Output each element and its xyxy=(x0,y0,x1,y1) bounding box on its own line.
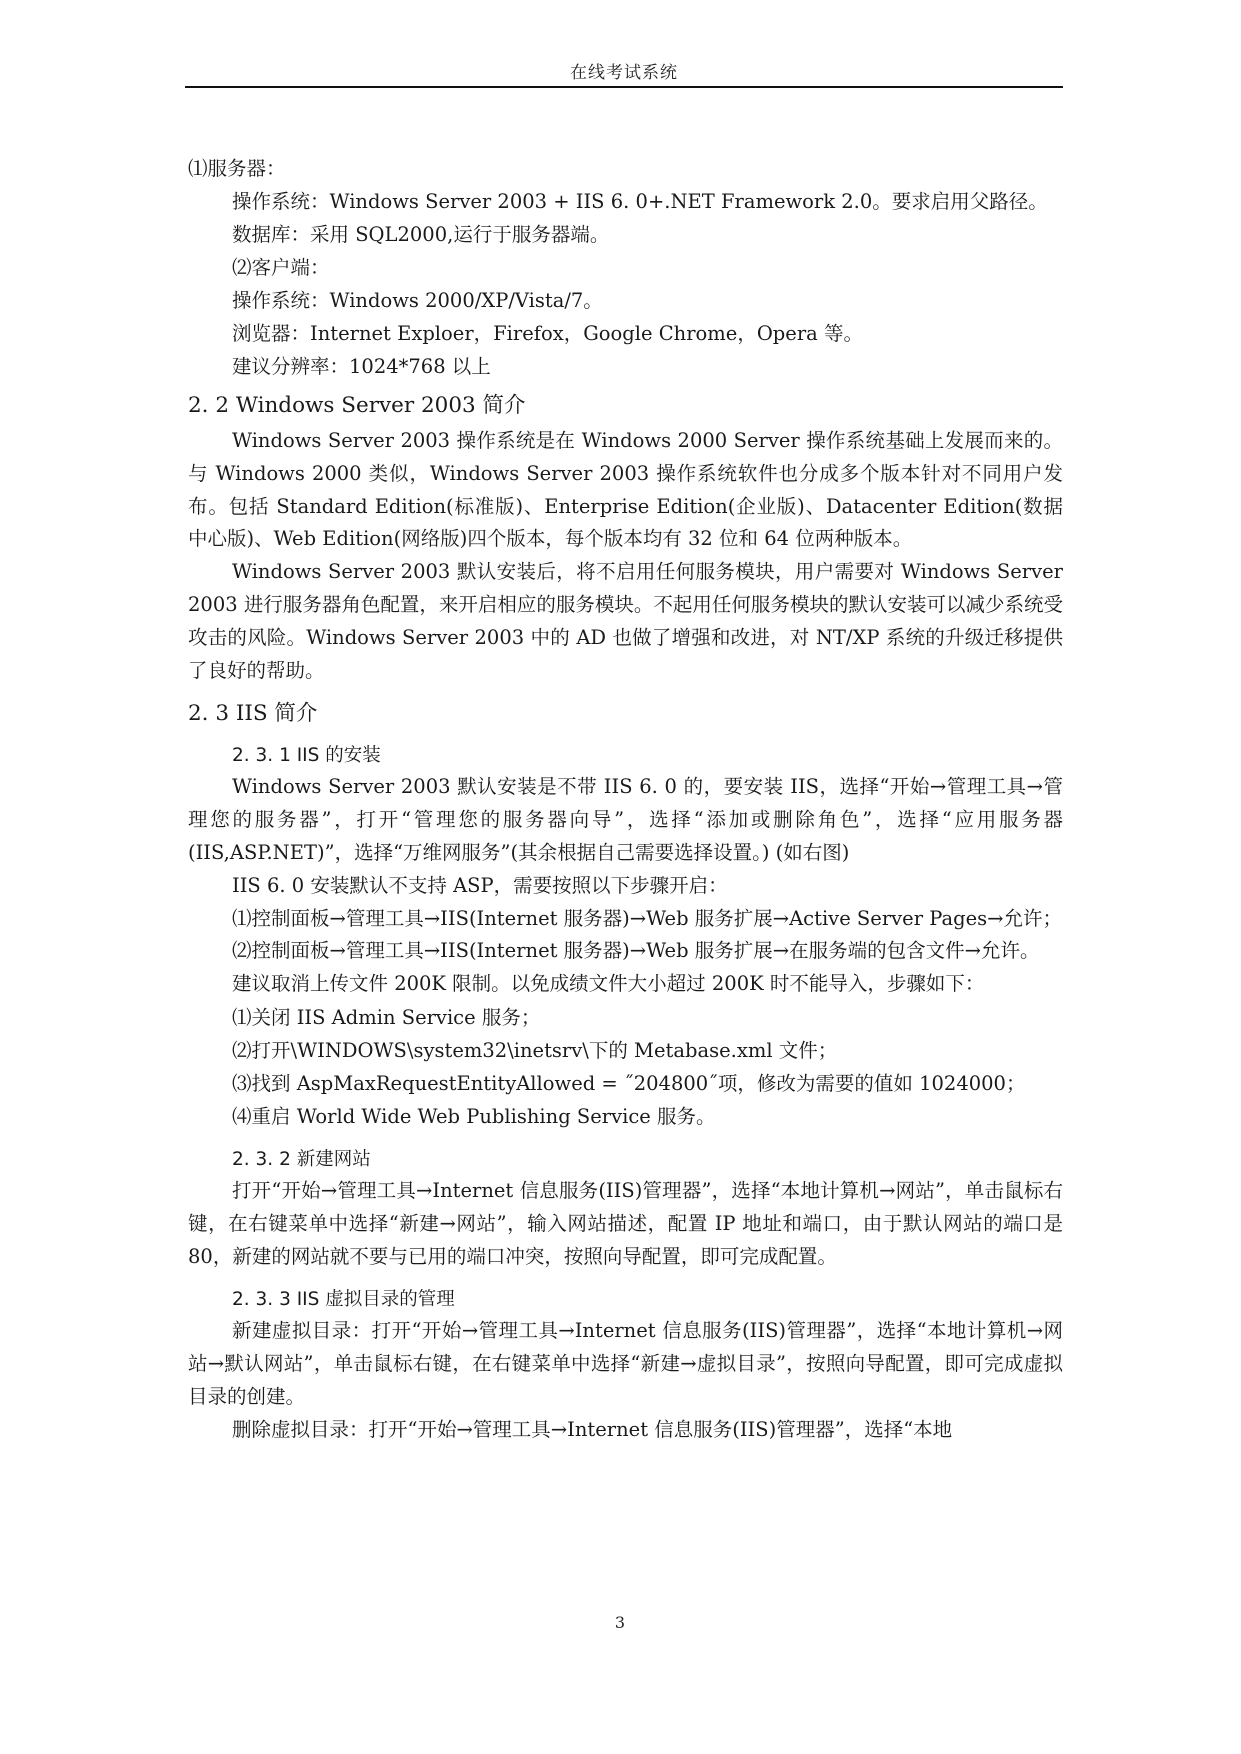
document-body xyxy=(188,152,1063,1447)
subsection-2-3-1-paragraph-3: 建议取消上传文件 200K 限制。以免成绩文件大小超过 200K 时不能导入，步骤如下： xyxy=(232,972,985,996)
client-browser: 浏览器：Internet Exploer，Firefox，Google Chrome，Opera 等。 xyxy=(232,322,863,345)
subsection-2-3-3-paragraph-2: 删除虚拟目录：打开“开始→管理工具→Internet 信息服务(IIS)管理器”，选择“本地 xyxy=(232,1417,953,1441)
upload-limit-step-3: ⑶找到 AspMaxRequestEntityAllowed = ˝204800˝项，修改为需要的值如 1024000； xyxy=(232,1071,1026,1095)
server-db: 数据库：采用 SQL2000,运行于服务器端。 xyxy=(232,223,610,246)
subsection-2-3-1-paragraph-1: Windows Server 2003 默认安装是不带 IIS 6. 0 的，要安装 IIS，选择“开始→管理工具→管理您的服务器”，打开“管理您的服务器向导”，选择“添加或删除角色”，选择“应用服务器(IIS,ASP.NET)”，选择“万维网服务”(其余根据自己需要选择设置。) (如右图) xyxy=(188,775,1063,864)
subsection-2-3-2-paragraph-1: 打开“开始→管理工具→Internet 信息服务(IIS)管理器”，选择“本地计算机→网站”，单击鼠标右键，在右键菜单中选择“新建→网站”，输入网站描述，配置 IP 地址和端口，由于默认网站的端口是 80，新建的网站就不要与已用的端口冲突，按照向导配置，即可完成配置。 xyxy=(188,1178,1063,1268)
subsection-2-3-3-paragraph-1: 新建虚拟目录：打开“开始→管理工具→Internet 信息服务(IIS)管理器”，选择“本地计算机→网站→默认网站”，单击鼠标右键，在右键菜单中选择“新建→虚拟目录”，按照向导配置，即可完成虚拟目录的创建。 xyxy=(188,1319,1063,1408)
subsection-heading-2-3-2: 2. 3. 2 新建网站 xyxy=(232,1148,371,1170)
upload-limit-step-1: ⑴关闭 IIS Admin Service 服务； xyxy=(232,1005,541,1029)
server-label: ⑴服务器： xyxy=(188,157,286,180)
section-heading-2-2: 2. 2 Windows Server 2003 简介 xyxy=(188,393,526,418)
header-rule xyxy=(185,86,1063,88)
page-number: 3 xyxy=(614,1613,626,1632)
page-header-title: 在线考试系统 xyxy=(570,63,678,83)
subsection-heading-2-3-1: 2. 3. 1 IIS 的安装 xyxy=(232,745,381,767)
client-resolution: 建议分辨率：1024*768 以上 xyxy=(232,355,491,378)
upload-limit-step-2: ⑵打开\WINDOWS\system32\inetsrv\下的 Metabase.xml 文件； xyxy=(232,1038,838,1062)
section-2-2-paragraph-2: Windows Server 2003 默认安装后，将不启用任何服务模块，用户需要对 Windows Server 2003 进行服务器角色配置，来开启相应的服务模块。不起用任何服务模块的默认安装可以减少系统受攻击的风险。Windows Server 2003 中的 AD 也做了增强和改进，对 NT/XP 系统的升级迁移提供了良好的帮助。 xyxy=(188,560,1063,682)
subsection-heading-2-3-3: 2. 3. 3 IIS 虚拟目录的管理 xyxy=(232,1289,455,1311)
asp-step-1: ⑴控制面板→管理工具→IIS(Internet 服务器)→Web 服务扩展→Active Server Pages→允许； xyxy=(232,906,1062,930)
subsection-2-3-1-paragraph-2: IIS 6. 0 安装默认不支持 ASP，需要按照以下步骤开启： xyxy=(232,873,728,897)
server-os: 操作系统：Windows Server 2003 + IIS 6. 0+.NET Framework 2.0。要求启用父路径。 xyxy=(232,190,1048,213)
upload-limit-step-4: ⑷重启 World Wide Web Publishing Service 服务。 xyxy=(232,1104,716,1128)
section-heading-2-3: 2. 3 IIS 简介 xyxy=(188,701,318,727)
asp-step-2: ⑵控制面板→管理工具→IIS(Internet 服务器)→Web 服务扩展→在服务端的包含文件→允许。 xyxy=(232,939,1040,963)
client-os: 操作系统：Windows 2000/XP/Vista/7。 xyxy=(232,289,603,312)
client-label: ⑵客户端： xyxy=(232,256,330,279)
section-2-2-paragraph-1: Windows Server 2003 操作系统是在 Windows 2000 Server 操作系统基础上发展而来的。与 Windows 2000 类似，Windows Server 2003 操作系统软件也分成多个版本针对不同用户发布。包括 Standard Edition(标准版)、Enterprise Edition(企业版)、Datacenter Edition(数据中心版)、Web Edition(网络版)四个版本，每个版本均有 32 位和 64 位两种版本。 xyxy=(188,429,1063,551)
